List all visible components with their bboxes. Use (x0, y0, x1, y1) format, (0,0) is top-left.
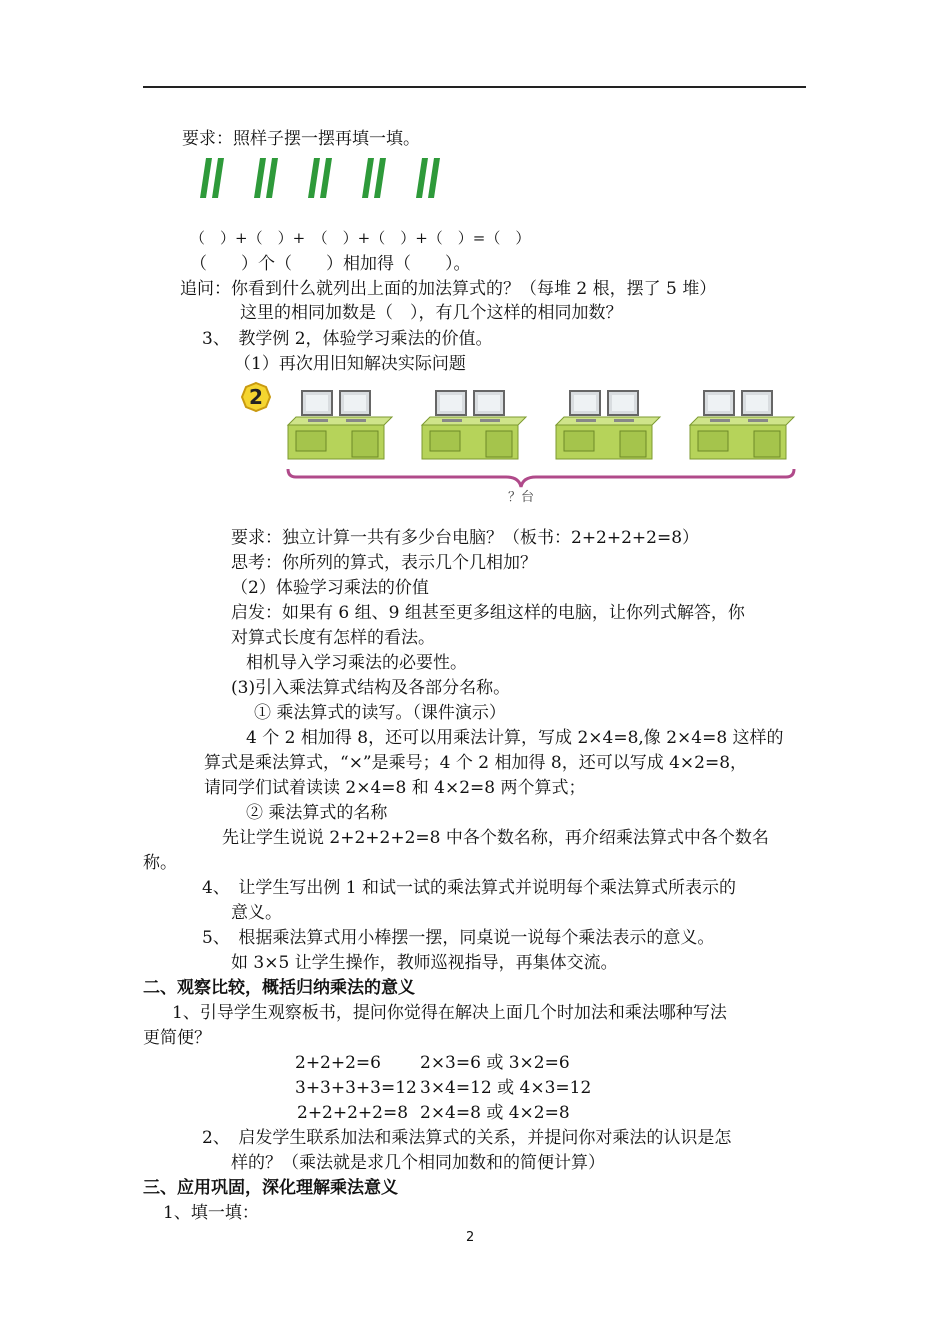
paragraph-2a: 先让学生说说 2+2+2+2=8 中各个数名称，再介绍乘法算式中各个数名 (222, 828, 769, 848)
paragraph-2b: 称。 (143, 853, 177, 873)
subsection-3-3: (3)引入乘法算式结构及各部分名称。 (231, 678, 511, 698)
paragraph-1c: 请同学们试着读读 2×4=8 和 4×2=8 两个算式； (204, 778, 586, 798)
question-2b: 样的？（乘法就是求几个相同加数和的简便计算） (231, 1153, 605, 1173)
question-2a: 2、 启发学生联系加法和乘法算式的关系，并提问你对乘法的认识是怎 (202, 1128, 732, 1148)
stick (254, 158, 266, 198)
hint-line-2: 对算式长度有怎样的看法。 (231, 628, 435, 648)
section-5-line: 5、 根据乘法算式用小棒摆一摆，同桌说一说每个乘法表示的意义。 (202, 928, 715, 948)
circle-item-1: ① 乘法算式的读写。（课件演示） (254, 703, 506, 723)
hint-line-1: 启发：如果有 6 组、9 组甚至更多组这样的电脑，让你列式解答，你 (231, 603, 745, 623)
computer-desk (422, 391, 526, 459)
circle-item-2: ② 乘法算式的名称 (246, 803, 388, 823)
stick (308, 158, 320, 198)
multiplication-equation-2: 3×4=12 或 4×3=12 (420, 1078, 592, 1098)
section-4-line-2: 意义。 (231, 903, 282, 923)
blank-equation-2: （ ）个（ ）相加得（ ）。 (190, 254, 471, 274)
fill-in-item: 1、填一填： (163, 1203, 259, 1223)
requirement-line-2: 要求：独立计算一共有多少台电脑？（板书：2+2+2+2=8） (231, 528, 700, 548)
section-5-example: 如 3×5 让学生操作，教师巡视指导，再集体交流。 (231, 953, 618, 973)
think-line: 思考：你所列的算式，表示几个几相加？ (231, 553, 537, 573)
stick (200, 158, 212, 198)
heading-2: 二、观察比较，概括归纳乘法的意义 (143, 978, 415, 998)
header-rule (143, 86, 806, 88)
stick (266, 158, 278, 198)
computer-desk (556, 391, 660, 459)
subsection-3-2: （2）体验学习乘法的价值 (231, 578, 429, 598)
sticks-illustration (200, 156, 450, 200)
page-number: 2 (466, 1230, 475, 1245)
example-badge (242, 383, 270, 411)
addition-equation-1: 2+2+2=6 (295, 1053, 381, 1073)
brace (288, 469, 794, 487)
svg-text:2: 2 (249, 385, 263, 409)
multiplication-equation-3: 2×4=8 或 4×2=8 (420, 1103, 570, 1123)
question-1b: 更简便？ (143, 1028, 211, 1048)
computer-desk (690, 391, 794, 459)
section-4-line-1: 4、 让学生写出例 1 和试一试的乘法算式并说明每个乘法算式所表示的 (202, 878, 736, 898)
question-1a: 1、引导学生观察板书，提问你觉得在解决上面几个时加法和乘法哪种写法 (172, 1003, 727, 1023)
addition-equation-3: 2+2+2+2=8 (297, 1103, 409, 1123)
computers-figure (236, 373, 806, 508)
follow-up-question-2: 这里的相同加数是（ ），有几个这样的相同加数？ (240, 303, 623, 323)
section-3-title: 3、 教学例 2，体验学习乘法的价值。 (202, 329, 493, 349)
stick (320, 158, 332, 198)
stick (428, 158, 440, 198)
heading-3: 三、应用巩固，深化理解乘法意义 (143, 1178, 398, 1198)
follow-up-question: 追问：你看到什么就列出上面的加法算式的？（每堆 2 根，摆了 5 堆） (180, 279, 717, 299)
addition-equation-2: 3+3+3+3=12 (295, 1078, 417, 1098)
blank-equation-1: （ ）+（ ）+ （ ）+（ ）+（ ）=（ ） (190, 229, 531, 247)
multiplication-equation-1: 2×3=6 或 3×2=6 (420, 1053, 570, 1073)
necessity-line: 相机导入学习乘法的必要性。 (246, 653, 467, 673)
paragraph-1a: 4 个 2 相加得 8，还可以用乘法计算，写成 2×4=8,像 2×4=8 这样的 (246, 728, 784, 748)
stick (362, 158, 374, 198)
paragraph-1b: 算式是乘法算式，“×”是乘号；4 个 2 相加得 8，还可以写成 4×2=8， (204, 753, 748, 773)
subsection-3-1: （1）再次用旧知解决实际问题 (234, 354, 466, 374)
requirement-line-1: 要求：照样子摆一摆再填一填。 (182, 129, 420, 149)
stick (212, 158, 224, 198)
stick (416, 158, 428, 198)
computer-desk (288, 391, 392, 459)
svg-text:？台: ？台 (507, 490, 535, 505)
stick (374, 158, 386, 198)
